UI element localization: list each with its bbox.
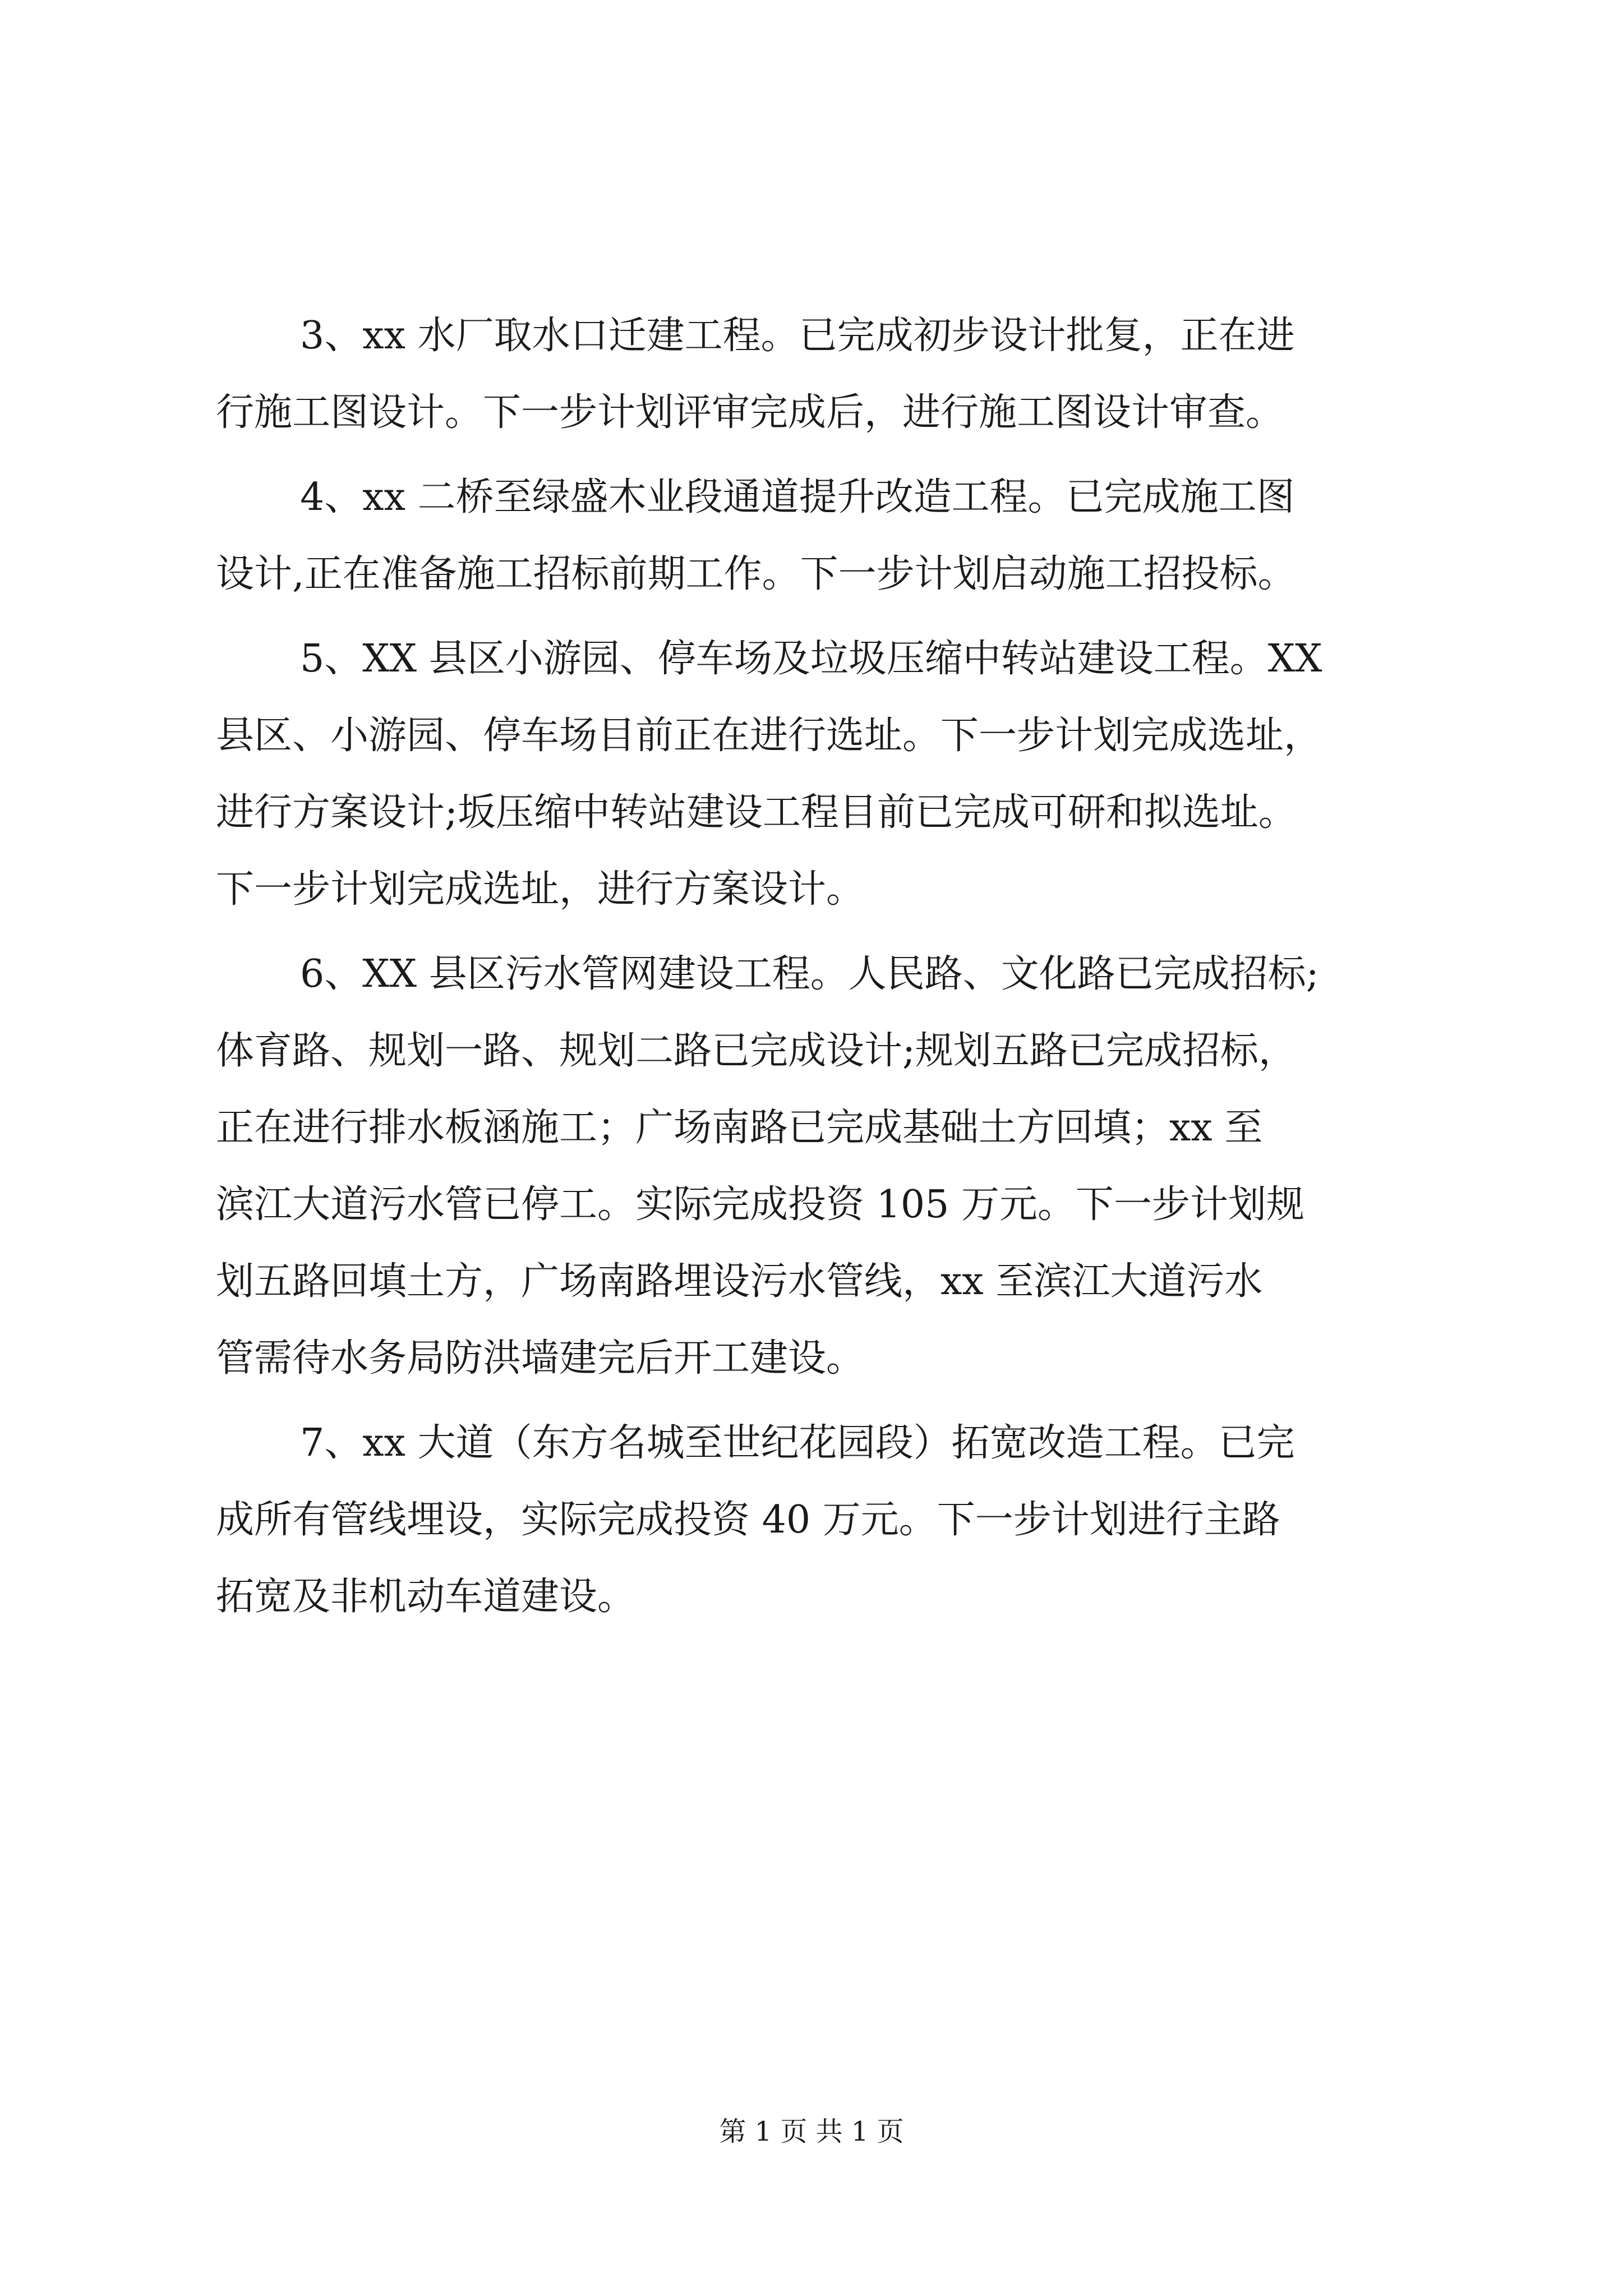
paragraph-line: 划五路回填土方，广场南路埋设污水管线，xx 至滨江大道污水 (216, 1259, 1263, 1304)
paragraph-line: 下一步计划完成选址，进行方案设计。 (216, 867, 865, 912)
paragraph-line: 3、xx 水厂取水口迁建工程。已完成初步设计批复，正在进 (300, 314, 1295, 358)
paragraph-line: 行施工图设计。下一步计划评审完成后，进行施工图设计审查。 (216, 390, 1284, 435)
paragraph-line: 进行方案设计;坂压缩中转站建设工程目前已完成可研和拟选址。 (216, 790, 1297, 835)
paragraph-item-6 (216, 936, 1422, 1397)
paragraph-line: 成所有管线埋设，实际完成投资 40 万元。下一步计划进行主路 (216, 1498, 1280, 1542)
document-body (216, 297, 1422, 1635)
paragraph-line: 5、XX 县区小游园、停车场及垃圾压缩中转站建设工程。XX (300, 637, 1322, 681)
paragraph-line: 6、XX 县区污水管网建设工程。人民路、文化路已完成招标; (300, 952, 1319, 996)
paragraph-item-7 (216, 1405, 1422, 1635)
paragraph-item-5 (216, 620, 1422, 928)
paragraph-line: 拓宽及非机动车道建设。 (216, 1575, 636, 1619)
paragraph-item-3 (216, 297, 1422, 451)
paragraph-item-4 (216, 459, 1422, 613)
paragraph-line: 管需待水务局防洪墙建完后开工建设。 (216, 1336, 865, 1381)
paragraph-line: 正在进行排水板涵施工；广场南路已完成基础土方回填；xx 至 (216, 1106, 1263, 1150)
paragraph-line: 体育路、规划一路、规划二路已完成设计;规划五路已完成招标， (216, 1029, 1297, 1073)
paragraph-line: 7、xx 大道（东方名城至世纪花园段）拓宽改造工程。已完 (300, 1421, 1295, 1465)
paragraph-line: 滨江大道污水管已停工。实际完成投资 105 万元。下一步计划规 (216, 1182, 1305, 1227)
paragraph-line: 4、xx 二桥至绿盛木业段通道提升改造工程。已完成施工图 (300, 475, 1295, 519)
page-number-footer: 第 1 页 共 1 页 (719, 2116, 904, 2147)
paragraph-line: 县区、小游园、停车场目前正在进行选址。下一步计划完成选址， (216, 714, 1322, 758)
paragraph-line: 设计,正在准备施工招标前期工作。下一步计划启动施工招投标。 (216, 552, 1296, 596)
